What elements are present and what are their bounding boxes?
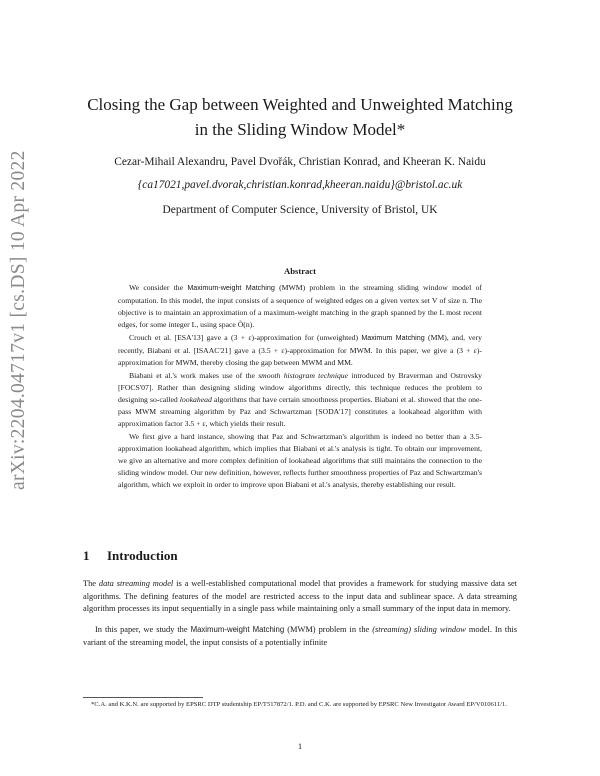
funding-footnote: *C.A. and K.K.N. are supported by EPSRC DTP studentship EP/T517872/1. P.D. and C.K. are supported by EPSRC New Investigator Award EP/V010611/1. bbox=[91, 701, 507, 708]
arxiv-identifier-stamp: arXiv:2204.04717v1 [cs.DS] 10 Apr 2022 bbox=[8, 150, 29, 490]
affiliation: Department of Computer Science, University of Bristol, UK bbox=[162, 204, 438, 216]
abstract-paragraph-2: Crouch et al. [ESA'13] gave a (3 + ε)-approximation for (unweighted) Maximum Matching (MM), and, very recently, Biabani et al. [ISAAC'21] gave a (3.5 + ε)-approximation for MWM. In this paper, we give a (3 + ε)-approximation for MWM, thereby closing the gap between MWM and MM. bbox=[118, 333, 482, 367]
author-list: Cezar-Mihail Alexandru, Pavel Dvořák, Christian Konrad, and Kheeran K. Naidu bbox=[114, 156, 486, 168]
abstract-paragraph-1: We consider the Maximum-weight Matching (MWM) problem in the streaming sliding window model of computation. In this model, the input consists of a sequence of weighted edges on a given vertex set V of size n. The objective is to maintain an approximation of a maximum-weight matching in the graph spanned by the L most recent edges, for some integer L, using space Õ(n). bbox=[118, 283, 482, 329]
introduction-body bbox=[83, 578, 517, 650]
abstract-paragraph-4: We first give a hard instance, showing that Paz and Schwartzman's algorithm is indeed no better than a 3.5-approximation lookahead algorithm, which implies that Biabani et al.'s analysis is tight. To obtain our improvement, we give an alternative and more complex definition of lookahead algorithms that still maintains the connection to the sliding window model. Our new definition, however, reflects further smoothness properties of Paz and Schwartzman's algorithm, which we exploit in order to improve upon Biabani et al.'s analysis, thereby establishing our result. bbox=[118, 432, 482, 489]
section-title: Introduction bbox=[107, 548, 178, 563]
abstract-body bbox=[118, 282, 482, 491]
section-number: 1 bbox=[83, 548, 90, 563]
intro-paragraph-2: In this paper, we study the Maximum-weight Matching (MWM) problem in the (streaming) sliding window model. In this variant of the streaming model, the input consists of a potentially infinite bbox=[83, 625, 517, 647]
intro-paragraph-1: The data streaming model is a well-established computational model that provides a framework for studying massive data set algorithms. The defining features of the model are restricted access to the input data and sublinear space. A data streaming algorithm processes its input sequentially in a single pass while maintaining only a small summary of the input data in memory. bbox=[83, 579, 517, 614]
page-number: 1 bbox=[297, 741, 303, 751]
abstract-paragraph-3: Biabani et al.'s work makes use of the smooth histogram technique introduced by Braverman and Ostrovsky [FOCS'07]. Rather than designing sliding window algorithms directly, this technique reduces the problem to designing so-called lookahead algorithms that have certain smoothness properties. Biabani et al. showed that the one-pass MWM streaming algorithm by Paz and Schwartzman [SODA'17] constitutes a lookahead algorithm with approximation factor 3.5 + ε, which yields their result. bbox=[118, 371, 482, 428]
abstract-heading: Abstract bbox=[284, 266, 316, 276]
footnote-divider bbox=[83, 697, 203, 698]
section-heading-introduction bbox=[83, 548, 178, 564]
paper-title: Closing the Gap between Weighted and Unweighted Matching in the Sliding Window Model* bbox=[87, 95, 513, 139]
author-emails: {ca17021,pavel.dvorak,christian.konrad,kheeran.naidu}@bristol.ac.uk bbox=[137, 179, 463, 191]
